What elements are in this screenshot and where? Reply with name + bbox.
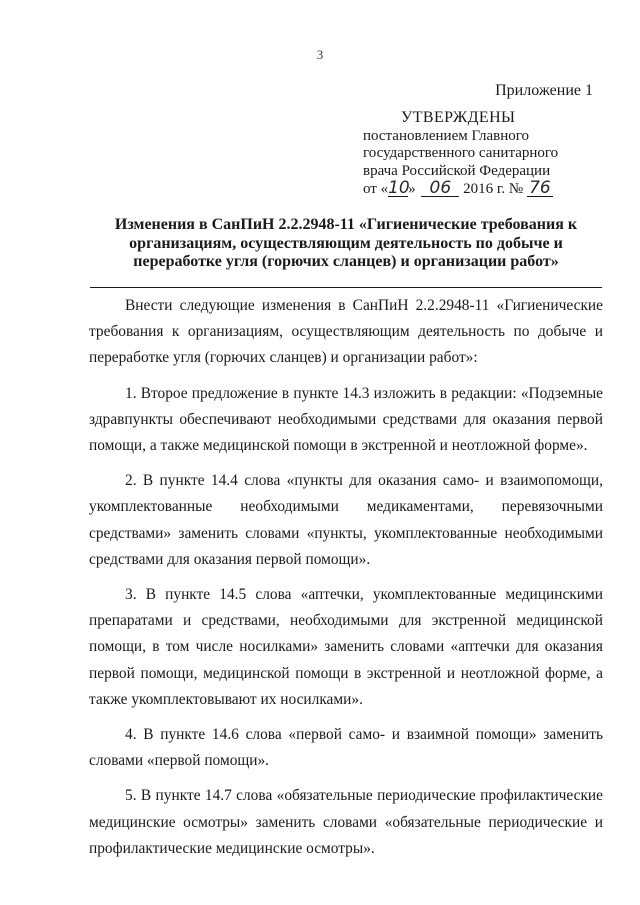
- approval-block: [363, 109, 603, 199]
- approved-heading: УТВЕРЖДЕНЫ: [401, 109, 516, 126]
- paragraph-item-3: 3. В пункте 14.5 слова «аптечки, укомплектованные медицинскими препаратами и средствами, необходимыми для экстренной медицинской помощи, в том числе носилками» заменить словами «аптечки для оказания первой помощи, медицинской помощи в экстренной и неотложной форме, а также укомплектовывают их носилками».: [89, 586, 603, 708]
- decree-number-handwritten: 76: [527, 180, 553, 197]
- paragraph-intro: Внести следующие изменения в СанПиН 2.2.2948-11 «Гигиенические требования к организациям, осуществляющим деятельность по добыче и переработке угля (горючих сланцев) и организации работ»:: [89, 297, 603, 367]
- date-month-handwritten: 06: [421, 180, 459, 197]
- date-prefix: от «: [363, 181, 389, 197]
- approval-line-1: постановлением Главного: [363, 127, 530, 144]
- date-year: 2016 г. №: [463, 181, 524, 197]
- paragraph-item-4: 4. В пункте 14.6 слова «первой само- и взаимной помощи» заменить словами «первой помощи».: [89, 726, 603, 770]
- page-number: 3: [316, 47, 324, 62]
- title-divider: [90, 287, 602, 288]
- approval-line-3: врача Российской Федерации: [363, 162, 551, 179]
- paragraph-item-5: 5. В пункте 14.7 слова «обязательные периодические профилактические медицинские осмотры» заменить словами «обязательные периодические и профилактические медицинские осмотры».: [89, 787, 603, 857]
- paragraph-item-1: 1. Второе предложение в пункте 14.3 изложить в редакции: «Подземные здравпункты обеспечивают необходимыми средствами для оказания первой помощи, а также медицинской помощи в экстренной и неотложной форме».: [89, 384, 603, 455]
- approval-date-line: [363, 180, 603, 199]
- document-body: [89, 293, 603, 871]
- date-mid: »: [408, 181, 416, 197]
- appendix-label: Приложение 1: [495, 82, 593, 99]
- approval-line-2: государственного санитарного: [363, 145, 559, 161]
- paragraph-item-2: 2. В пункте 14.4 слова «пункты для оказания само- и взаимопомощи, укомплектованные необходимыми медикаментами, перевязочными средствами» заменить словами «пункты, укомплектованные необходимыми средствами для оказания первой помощи».: [89, 472, 603, 568]
- date-day-handwritten: 10: [388, 178, 410, 198]
- document-title: Изменения в СанПиН 2.2.2948-11 «Гигиенические требования к организациям, осуществляющим деятельность по добыче и переработке угля (горючих сланцев) и организации работ»: [114, 216, 578, 270]
